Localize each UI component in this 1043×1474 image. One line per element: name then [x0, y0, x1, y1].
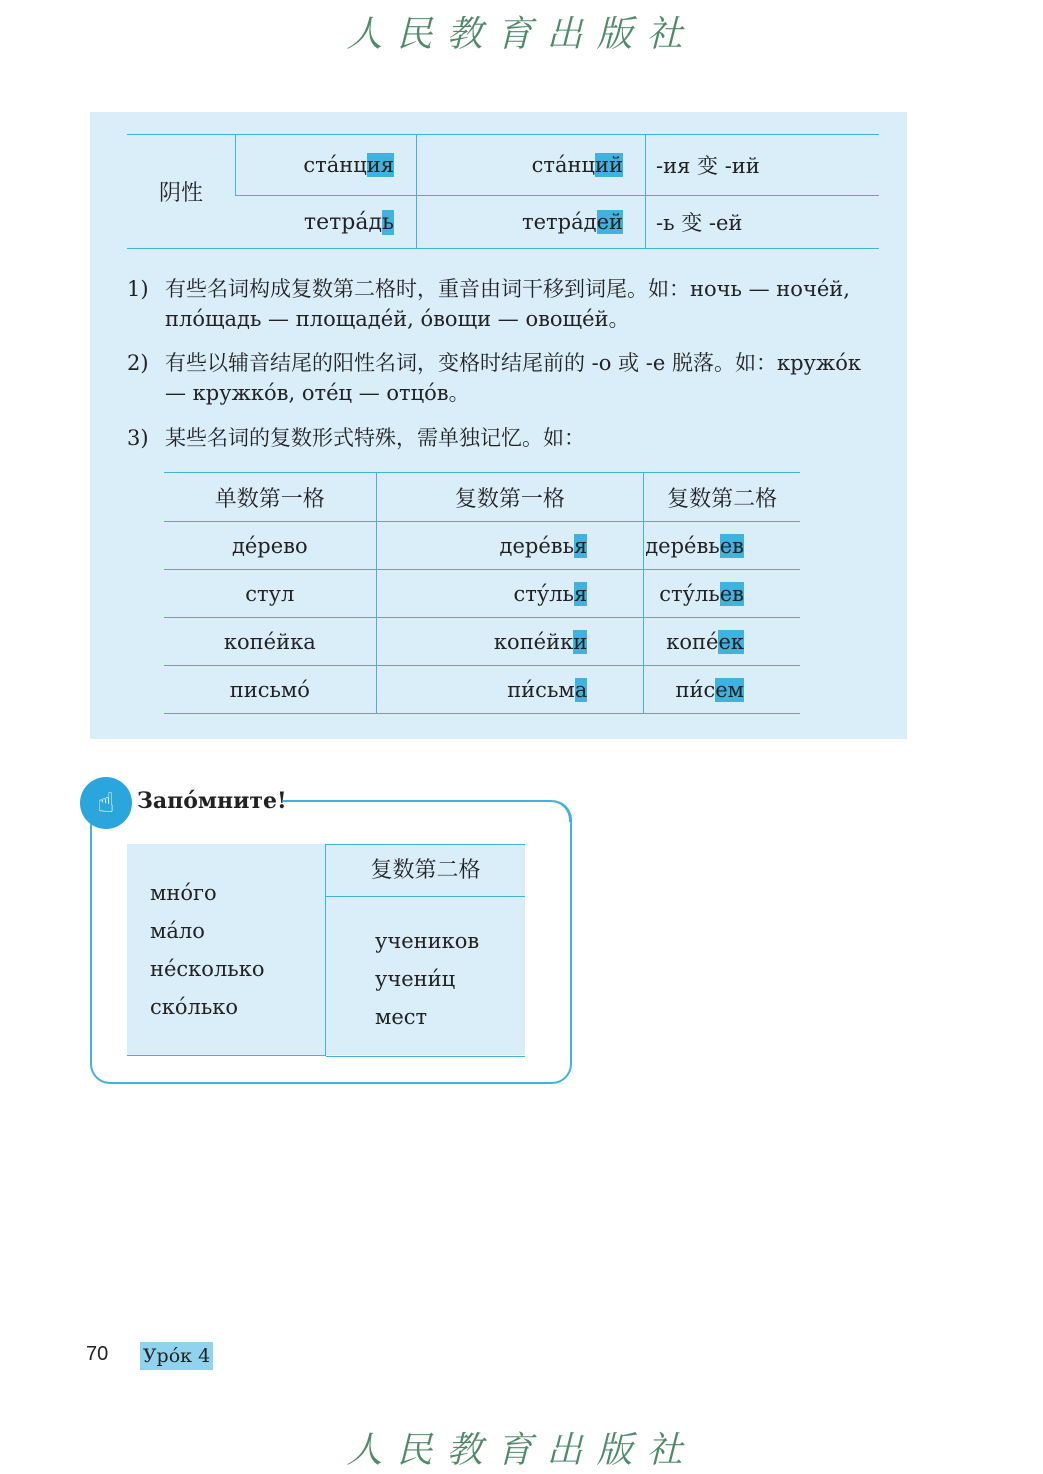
plural-nominative-cell: сту́лья	[376, 570, 644, 618]
feminine-endings-table	[127, 134, 879, 249]
table-row	[164, 666, 800, 714]
quantifier-word: мно́го	[150, 881, 217, 905]
plural-genitive-cell: сту́льев	[644, 570, 800, 618]
table-header-row	[164, 473, 800, 522]
page-number: 70	[86, 1343, 109, 1365]
plural-genitive-cell: дере́вьев	[644, 522, 800, 570]
quantifier-column	[127, 844, 326, 1056]
column-header: 单数第一格	[164, 473, 376, 522]
singular-cell: стул	[164, 570, 376, 618]
rule-cell: -ия 变 -ий	[646, 135, 880, 196]
singular-cell: де́рево	[164, 522, 376, 570]
publisher-watermark-top: 人民教育出版社	[346, 14, 697, 55]
remember-corner	[549, 800, 571, 822]
plural-genitive-cell: ста́нций	[417, 135, 646, 196]
genitive-plural-word: мест	[375, 1005, 428, 1029]
pointing-hand-icon: ☝	[80, 777, 132, 829]
rule-cell: -ь 变 -ей	[646, 196, 880, 249]
singular-cell: ста́нция	[236, 135, 417, 196]
plural-nominative-cell: пи́сьма	[376, 666, 644, 714]
genitive-plural-word: учеников	[375, 929, 480, 953]
grammar-panel	[90, 112, 907, 739]
plural-genitive-cell: копе́ек	[644, 618, 800, 666]
quantifier-word: не́сколько	[150, 957, 265, 981]
plural-genitive-cell: тетра́дей	[417, 196, 646, 249]
table-row	[127, 196, 879, 249]
singular-cell: тетра́дь	[236, 196, 417, 249]
remember-table	[127, 844, 525, 1055]
table-row	[127, 135, 879, 196]
note-2: 2) 有些以辅音结尾的阳性名词，变格时结尾前的 -о 或 -е 脱落。如：кружо́к — кружко́в, оте́ц — отцо́в。	[127, 351, 861, 405]
publisher-watermark-bottom: 人民教育出版社	[346, 1430, 697, 1471]
table-row	[164, 570, 800, 618]
genitive-plural-word: учени́ц	[375, 967, 456, 991]
note-3: 3) 某些名词的复数形式特殊，需单独记忆。如：	[127, 426, 585, 450]
singular-cell: копе́йка	[164, 618, 376, 666]
note-1: 1) 有些名词构成复数第二格时，重音由词干移到词尾。如：ночь — ноче́й, пло́щадь — площаде́й, о́вощи — овоще́й。	[127, 277, 850, 331]
table-row	[164, 618, 800, 666]
plural-genitive-cell: пи́сем	[644, 666, 800, 714]
lesson-badge: Уро́к 4	[140, 1342, 213, 1370]
irregular-plurals-table	[164, 472, 800, 714]
quantifier-word: ма́ло	[150, 919, 205, 943]
plural-nominative-cell: копе́йки	[376, 618, 644, 666]
gender-label: 阴性	[127, 135, 236, 249]
remember-title: Запо́мните!	[137, 788, 287, 814]
quantifier-word: ско́лько	[150, 995, 239, 1019]
remember-divider	[283, 800, 551, 802]
column-header: 复数第二格	[644, 473, 800, 522]
column-header: 复数第一格	[376, 473, 644, 522]
table-row	[164, 522, 800, 570]
genitive-plural-column	[326, 844, 525, 1057]
column-header: 复数第二格	[326, 845, 525, 897]
singular-cell: письмо́	[164, 666, 376, 714]
plural-nominative-cell: дере́вья	[376, 522, 644, 570]
